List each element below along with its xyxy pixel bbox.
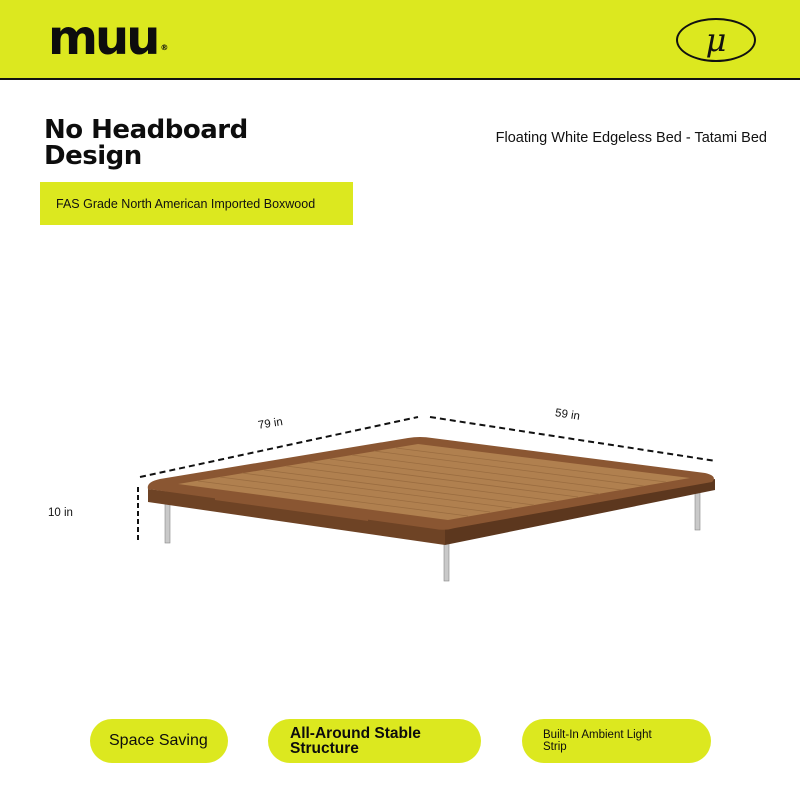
product-name: Floating White Edgeless Bed - Tatami Bed: [495, 130, 767, 146]
bed-leg-right: [695, 490, 700, 530]
height-label: 10 in: [48, 507, 73, 519]
width-label: 59 in: [554, 407, 581, 423]
length-label: 79 in: [257, 416, 284, 432]
registered-mark: ®: [160, 43, 169, 52]
material-label: FAS Grade North American Imported Boxwood: [56, 196, 316, 211]
feature-label: Built-In Ambient Light Strip: [543, 729, 652, 753]
feature-badge-stable-structure: [268, 719, 481, 763]
feature-badge-space-saving: [90, 719, 228, 763]
feature-label: All-Around Stable Structure: [290, 725, 421, 757]
brand-name: muu: [48, 10, 158, 66]
badge-symbol: μ: [705, 21, 727, 59]
feature-badge-light-strip: [522, 719, 711, 763]
feature-label: Space Saving: [109, 732, 208, 749]
page-title: No Headboard Design: [44, 115, 248, 171]
